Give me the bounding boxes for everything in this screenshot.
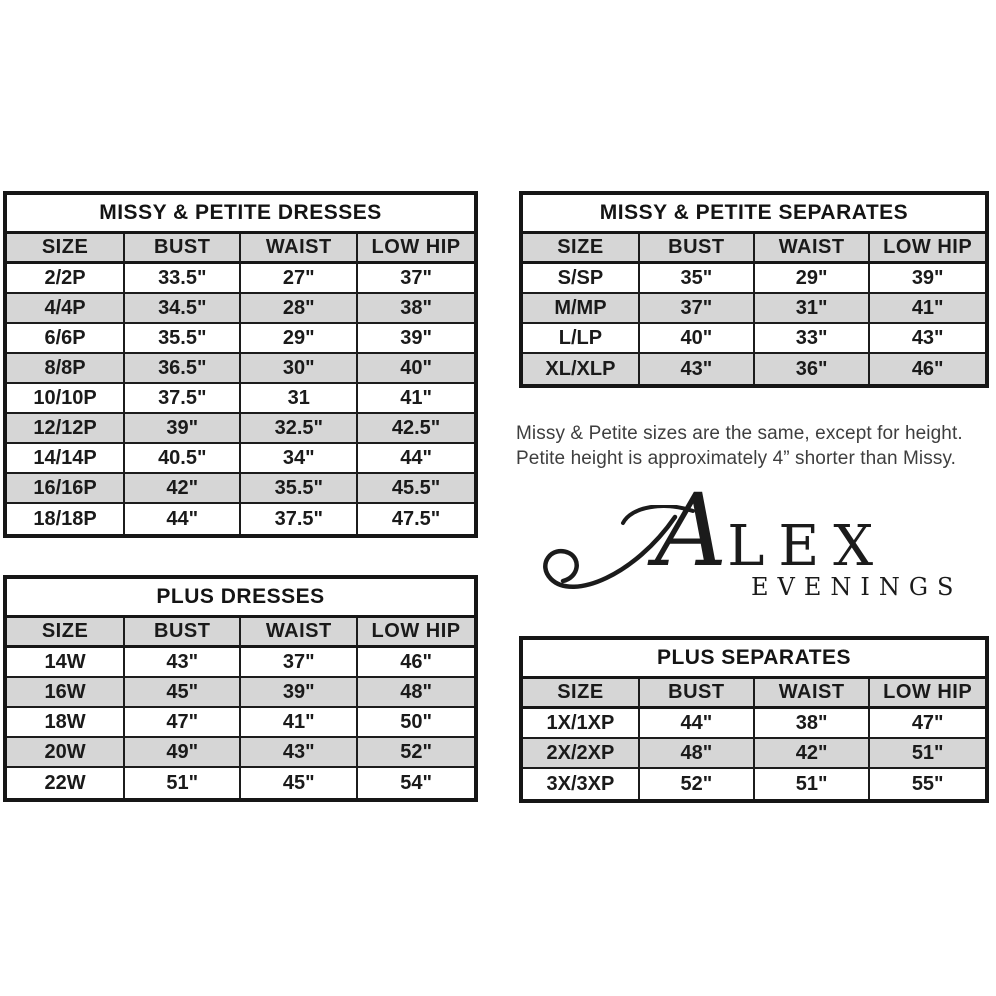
measurement-cell: 28" <box>241 294 358 324</box>
measurement-cell: 39" <box>125 414 241 444</box>
measurement-cell: 44" <box>125 504 241 534</box>
column-header-waist: WAIST <box>755 234 871 264</box>
logo-evenings-text: EVENINGS <box>751 573 963 601</box>
size-cell: XL/XLP <box>523 354 640 384</box>
size-cell: 8/8P <box>7 354 125 384</box>
measurement-cell: 52" <box>358 738 474 768</box>
measurement-cell: 31 <box>241 384 358 414</box>
measurement-cell: 40" <box>640 324 755 354</box>
column-header-size: SIZE <box>7 618 125 648</box>
plus-dresses-table <box>3 575 478 802</box>
column-header-waist: WAIST <box>241 618 358 648</box>
column-header-bust: BUST <box>125 234 241 264</box>
table-grid <box>523 234 985 384</box>
table-grid <box>7 618 474 798</box>
size-cell: 10/10P <box>7 384 125 414</box>
measurement-cell: 39" <box>241 678 358 708</box>
measurement-cell: 38" <box>358 294 474 324</box>
measurement-cell: 43" <box>640 354 755 384</box>
size-cell: 6/6P <box>7 324 125 354</box>
missy-petite-separates-table <box>519 191 989 388</box>
measurement-cell: 41" <box>358 384 474 414</box>
alex-evenings-logo <box>593 472 963 612</box>
measurement-cell: 27" <box>241 264 358 294</box>
measurement-cell: 51" <box>755 769 871 799</box>
size-cell: 18W <box>7 708 125 738</box>
measurement-cell: 44" <box>640 709 755 739</box>
column-header-waist: WAIST <box>241 234 358 264</box>
measurement-cell: 45" <box>125 678 241 708</box>
measurement-cell: 49" <box>125 738 241 768</box>
sizing-note <box>516 421 996 471</box>
measurement-cell: 37.5" <box>241 504 358 534</box>
measurement-cell: 34.5" <box>125 294 241 324</box>
measurement-cell: 40" <box>358 354 474 384</box>
measurement-cell: 39" <box>870 264 985 294</box>
table-title: MISSY & PETITE DRESSES <box>7 195 474 234</box>
note-line-2: Petite height is approximately 4” shorter than Missy. <box>516 448 957 469</box>
column-header-bust: BUST <box>640 234 755 264</box>
measurement-cell: 31" <box>755 294 871 324</box>
measurement-cell: 35.5" <box>125 324 241 354</box>
size-cell: M/MP <box>523 294 640 324</box>
table-grid <box>523 679 985 799</box>
measurement-cell: 34" <box>241 444 358 474</box>
column-header-size: SIZE <box>523 234 640 264</box>
size-cell: 4/4P <box>7 294 125 324</box>
measurement-cell: 51" <box>870 739 985 769</box>
measurement-cell: 36" <box>755 354 871 384</box>
measurement-cell: 37" <box>241 648 358 678</box>
measurement-cell: 29" <box>755 264 871 294</box>
measurement-cell: 45.5" <box>358 474 474 504</box>
measurement-cell: 35.5" <box>241 474 358 504</box>
measurement-cell: 41" <box>241 708 358 738</box>
size-cell: 18/18P <box>7 504 125 534</box>
measurement-cell: 52" <box>640 769 755 799</box>
size-cell: 1X/1XP <box>523 709 640 739</box>
column-header-waist: WAIST <box>755 679 871 709</box>
measurement-cell: 51" <box>125 768 241 798</box>
size-cell: 14/14P <box>7 444 125 474</box>
measurement-cell: 47" <box>870 709 985 739</box>
measurement-cell: 37.5" <box>125 384 241 414</box>
measurement-cell: 43" <box>241 738 358 768</box>
note-line-1: Missy & Petite sizes are the same, except for height. <box>516 423 963 444</box>
table-grid <box>7 234 474 534</box>
measurement-cell: 43" <box>125 648 241 678</box>
measurement-cell: 46" <box>358 648 474 678</box>
table-title: MISSY & PETITE SEPARATES <box>523 195 985 234</box>
measurement-cell: 54" <box>358 768 474 798</box>
size-cell: 22W <box>7 768 125 798</box>
measurement-cell: 48" <box>358 678 474 708</box>
measurement-cell: 41" <box>870 294 985 324</box>
column-header-low-hip: LOW HIP <box>870 679 985 709</box>
measurement-cell: 45" <box>241 768 358 798</box>
measurement-cell: 40.5" <box>125 444 241 474</box>
column-header-low-hip: LOW HIP <box>870 234 985 264</box>
size-cell: 3X/3XP <box>523 769 640 799</box>
measurement-cell: 29" <box>241 324 358 354</box>
measurement-cell: 42" <box>755 739 871 769</box>
measurement-cell: 55" <box>870 769 985 799</box>
table-title: PLUS DRESSES <box>7 579 474 618</box>
measurement-cell: 50" <box>358 708 474 738</box>
measurement-cell: 44" <box>358 444 474 474</box>
column-header-size: SIZE <box>523 679 640 709</box>
column-header-low-hip: LOW HIP <box>358 234 474 264</box>
plus-separates-table <box>519 636 989 803</box>
size-cell: S/SP <box>523 264 640 294</box>
measurement-cell: 35" <box>640 264 755 294</box>
size-cell: 16/16P <box>7 474 125 504</box>
measurement-cell: 42.5" <box>358 414 474 444</box>
measurement-cell: 37" <box>640 294 755 324</box>
measurement-cell: 37" <box>358 264 474 294</box>
logo-lex-text: LEX <box>727 514 888 579</box>
measurement-cell: 48" <box>640 739 755 769</box>
measurement-cell: 43" <box>870 324 985 354</box>
measurement-cell: 32.5" <box>241 414 358 444</box>
measurement-cell: 30" <box>241 354 358 384</box>
size-cell: L/LP <box>523 324 640 354</box>
logo-initial-a: A <box>655 472 726 589</box>
measurement-cell: 39" <box>358 324 474 354</box>
measurement-cell: 47.5" <box>358 504 474 534</box>
column-header-bust: BUST <box>125 618 241 648</box>
size-cell: 12/12P <box>7 414 125 444</box>
missy-petite-dresses-table <box>3 191 478 538</box>
measurement-cell: 33.5" <box>125 264 241 294</box>
measurement-cell: 47" <box>125 708 241 738</box>
size-cell: 2/2P <box>7 264 125 294</box>
size-cell: 20W <box>7 738 125 768</box>
measurement-cell: 42" <box>125 474 241 504</box>
size-cell: 2X/2XP <box>523 739 640 769</box>
table-title: PLUS SEPARATES <box>523 640 985 679</box>
size-cell: 14W <box>7 648 125 678</box>
measurement-cell: 46" <box>870 354 985 384</box>
measurement-cell: 36.5" <box>125 354 241 384</box>
column-header-size: SIZE <box>7 234 125 264</box>
measurement-cell: 38" <box>755 709 871 739</box>
column-header-low-hip: LOW HIP <box>358 618 474 648</box>
size-cell: 16W <box>7 678 125 708</box>
measurement-cell: 33" <box>755 324 871 354</box>
column-header-bust: BUST <box>640 679 755 709</box>
